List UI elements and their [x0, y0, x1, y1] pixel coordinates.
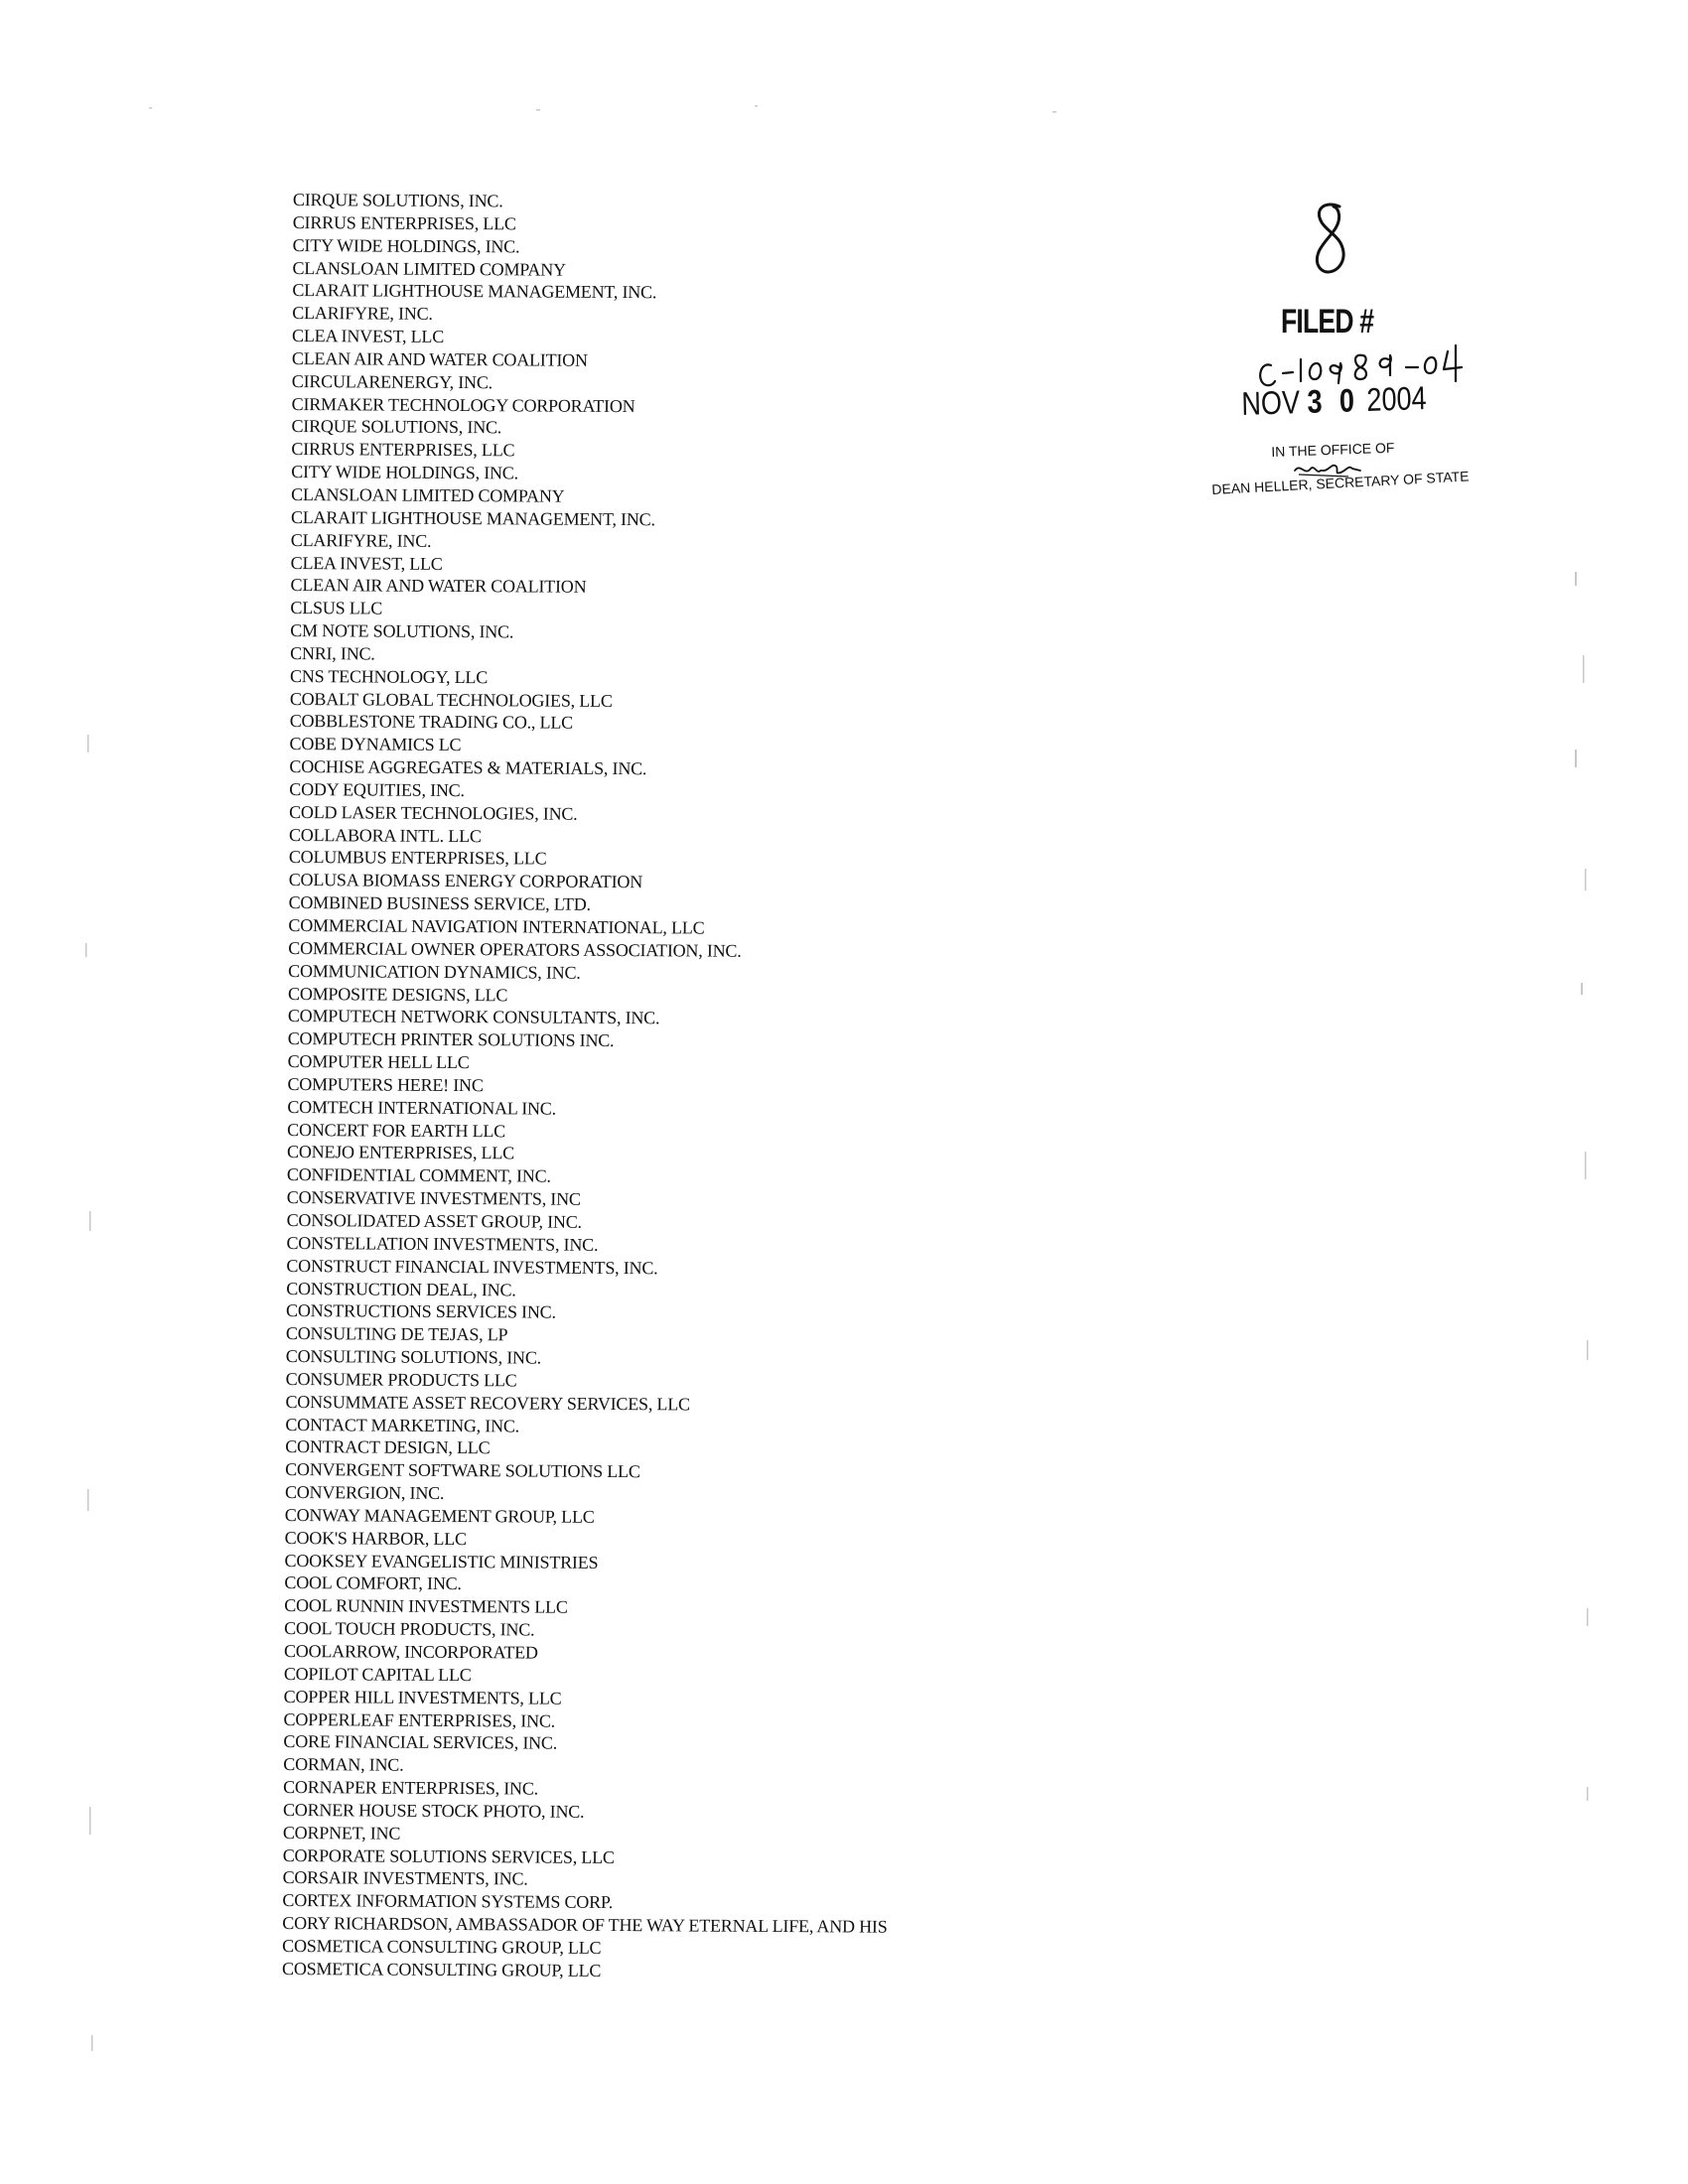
company-list-item: CIRCULARENERGY, INC.: [291, 370, 493, 392]
filing-date-month: NOV: [1241, 383, 1301, 422]
company-list-item: CIRRUS ENTERPRISES, LLC: [292, 211, 516, 234]
company-list-item: CONTRACT DESIGN, LLC: [285, 1436, 491, 1458]
company-list-item: CIRMAKER TECHNOLOGY CORPORATION: [291, 393, 635, 416]
company-list-item: COMPUTECH NETWORK CONSULTANTS, INC.: [287, 1006, 660, 1028]
company-list-item: CONWAY MANAGEMENT GROUP, LLC: [284, 1504, 595, 1527]
company-list-item: COMPUTER HELL LLC: [287, 1051, 470, 1073]
company-list-item: CONSTELLATION INVESTMENTS, INC.: [286, 1232, 599, 1255]
company-list-item: COOK'S HARBOR, LLC: [284, 1527, 467, 1549]
company-list-item: COMPUTERS HERE! INC: [287, 1073, 484, 1096]
company-list-item: COMPOSITE DESIGNS, LLC: [287, 983, 508, 1005]
company-list-item: COPILOT CAPITAL LLC: [283, 1663, 472, 1685]
company-list-item: CORTEX INFORMATION SYSTEMS CORP.: [282, 1890, 614, 1913]
company-list-item: CORPORATE SOLUTIONS SERVICES, LLC: [282, 1844, 615, 1867]
company-list-item: COMMERCIAL NAVIGATION INTERNATIONAL, LLC: [288, 914, 705, 938]
company-list-item: COOL COMFORT, INC.: [284, 1572, 462, 1594]
company-list-item: CLANSLOAN LIMITED COMPANY: [292, 257, 566, 280]
company-list-item: CNRI, INC.: [290, 642, 375, 664]
filed-label: FILED #: [1281, 303, 1374, 341]
company-list-item: CLSUS LLC: [290, 598, 383, 618]
company-list-item: CONSUMMATE ASSET RECOVERY SERVICES, LLC: [285, 1391, 690, 1415]
company-list-item: CLEAN AIR AND WATER COALITION: [290, 575, 587, 598]
company-list-item: CONFIDENTIAL COMMENT, INC.: [286, 1164, 551, 1186]
company-list-item: COSMETICA CONSULTING GROUP, LLC: [281, 1958, 602, 1980]
company-list-item: CORPNET, INC: [282, 1822, 401, 1843]
company-list-item: COBALT GLOBAL TECHNOLOGIES, LLC: [289, 688, 613, 711]
company-list-item: COOLARROW, INCORPORATED: [283, 1640, 538, 1663]
company-list-item: CITY WIDE HOLDINGS, INC.: [291, 462, 519, 483]
company-list-item: CONEJO ENTERPRISES, LLC: [287, 1142, 515, 1163]
company-list-item: CONVERGION, INC.: [284, 1482, 445, 1504]
company-list-item: CLEAN AIR AND WATER COALITION: [291, 347, 588, 370]
company-list-item: COMMUNICATION DYNAMICS, INC.: [288, 960, 581, 983]
company-list-item: CONSTRUCTION DEAL, INC.: [286, 1278, 516, 1299]
company-list-item: CNS TECHNOLOGY, LLC: [289, 665, 489, 687]
company-list-item: COLLABORA INTL. LLC: [288, 824, 482, 846]
company-list-item: COBE DYNAMICS LC: [289, 734, 462, 755]
company-list-item: COOL RUNNIN INVESTMENTS LLC: [284, 1595, 568, 1618]
filing-date: [1241, 379, 1427, 423]
company-list-item: CONSTRUCTIONS SERVICES INC.: [286, 1300, 556, 1322]
company-list-item: CONSUMER PRODUCTS LLC: [285, 1368, 517, 1391]
company-list-item: CLEA INVEST, LLC: [292, 326, 445, 346]
company-list-item: COMTECH INTERNATIONAL INC.: [287, 1096, 557, 1119]
company-list-item: CONTACT MARKETING, INC.: [285, 1414, 520, 1435]
company-list-item: CLANSLOAN LIMITED COMPANY: [291, 483, 565, 506]
company-list-item: CLARAIT LIGHTHOUSE MANAGEMENT, INC.: [290, 506, 655, 530]
company-list-item: CITY WIDE HOLDINGS, INC.: [292, 234, 520, 257]
company-list-item: CONCERT FOR EARTH LLC: [287, 1119, 506, 1141]
company-list-item: CORSAIR INVESTMENTS, INC.: [282, 1867, 528, 1889]
company-list-item: CM NOTE SOLUTIONS, INC.: [290, 620, 514, 642]
company-list-item: CLARIFYRE, INC.: [290, 529, 432, 551]
company-list-item: CLEA INVEST, LLC: [290, 552, 443, 574]
company-list-item: COLUSA BIOMASS ENERGY CORPORATION: [288, 870, 643, 892]
company-list-item: COMPUTECH PRINTER SOLUTIONS INC.: [287, 1028, 615, 1051]
filing-date-year: 2004: [1366, 379, 1427, 418]
company-list-item: CONSULTING DE TEJAS, LP: [285, 1323, 508, 1345]
company-list-item: CONSULTING SOLUTIONS, INC.: [285, 1346, 542, 1368]
company-list-item: CORE FINANCIAL SERVICES, INC.: [283, 1731, 558, 1754]
company-list-item: CLARIFYRE, INC.: [292, 303, 433, 325]
company-list-item: CORMAN, INC.: [283, 1754, 404, 1775]
officer-label: DEAN HELLER, SECRETARY OF STATE: [1211, 468, 1470, 497]
company-list: [282, 189, 1187, 1985]
office-label: IN THE OFFICE OF: [1271, 439, 1395, 460]
company-list-item: CIRQUE SOLUTIONS, INC.: [292, 189, 503, 211]
company-list-item: COOKSEY EVANGELISTIC MINISTRIES: [284, 1550, 599, 1572]
page-number-glyph: [1296, 199, 1365, 288]
filing-date-day: 3 0: [1307, 381, 1360, 420]
company-list-item: COLD LASER TECHNOLOGIES, INC.: [289, 801, 578, 824]
company-list-item: COMMERCIAL OWNER OPERATORS ASSOCIATION, INC.: [288, 937, 742, 961]
company-list-item: CORY RICHARDSON, AMBASSADOR OF THE WAY ETERNAL LIFE, AND HIS: [282, 1913, 888, 1937]
company-list-item: COPPER HILL INVESTMENTS, LLC: [283, 1686, 562, 1708]
company-list-item: COPPERLEAF ENTERPRISES, INC.: [283, 1708, 556, 1731]
company-list-item: COOL TOUCH PRODUCTS, INC.: [284, 1618, 535, 1640]
filing-stamp: [1201, 199, 1499, 516]
company-list-item: CODY EQUITIES, INC.: [289, 778, 465, 801]
company-list-item: CONSERVATIVE INVESTMENTS, INC: [286, 1187, 581, 1209]
company-list-item: CONSOLIDATED ASSET GROUP, INC.: [286, 1209, 582, 1232]
company-list-item: COMBINED BUSINESS SERVICE, LTD.: [288, 892, 591, 915]
company-list-item: CLARAIT LIGHTHOUSE MANAGEMENT, INC.: [292, 280, 657, 303]
company-list-item: CIRQUE SOLUTIONS, INC.: [291, 416, 502, 438]
company-list-item: CIRRUS ENTERPRISES, LLC: [291, 439, 515, 461]
company-list-item: CONSTRUCT FINANCIAL INVESTMENTS, INC.: [286, 1255, 658, 1278]
company-list-item: CORNAPER ENTERPRISES, INC.: [283, 1777, 539, 1799]
company-list-item: COSMETICA CONSULTING GROUP, LLC: [282, 1935, 602, 1958]
company-list-item: COCHISE AGGREGATES & MATERIALS, INC.: [289, 756, 647, 779]
company-list-item: CONVERGENT SOFTWARE SOLUTIONS LLC: [285, 1459, 640, 1482]
handwritten-page-number: [1296, 199, 1365, 288]
company-list-item: COBBLESTONE TRADING CO., LLC: [289, 711, 574, 734]
company-list-item: CORNER HOUSE STOCK PHOTO, INC.: [282, 1799, 585, 1822]
company-list-item: COLUMBUS ENTERPRISES, LLC: [288, 847, 547, 870]
